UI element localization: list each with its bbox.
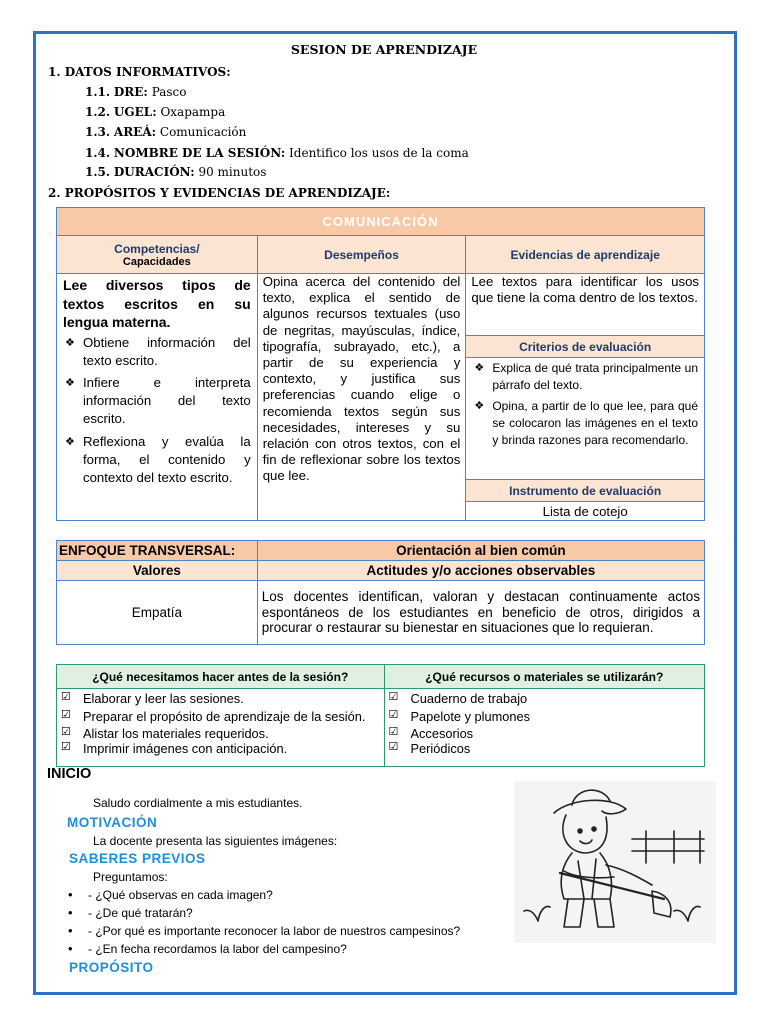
purposes-table [56,207,705,521]
evidencia-cell: Lee textos para identificar los usos que tiene la coma dentro de los textos. [466,274,705,336]
info-value: Pasco [151,85,187,99]
questions-list [62,888,522,960]
list-item: ☑ Periódicos [389,741,699,756]
motivacion-heading: MOTIVACIÓN [67,815,158,830]
transversal-table [56,540,705,645]
proposito-heading: PROPÓSITO [69,960,154,975]
saludo-text: Saludo cordialmente a mis estudiantes. [93,796,303,810]
info-row-session-name [85,146,469,160]
valor-cell: Empatía [57,581,258,645]
document-title: SESION DE APRENDIZAJE [290,42,478,57]
info-num: 1.3. [85,125,111,139]
list-item: ❖ Infiere e interpreta información del texto escrito. [63,374,251,429]
info-row-area [85,125,246,139]
info-value: Comunicación [159,125,247,139]
list-item: • - ¿De qué tratarán? [62,906,522,924]
list-item: ❖ Explica de qué trata principalmente un párrafo del texto. [472,360,698,394]
list-item: • - ¿Qué observas en cada imagen? [62,888,522,906]
criterios-cell [466,358,705,480]
desempenos-header: Desempeños [257,236,466,274]
info-value: 90 minutos [198,165,267,179]
list-item: ☑ Cuaderno de trabajo [389,691,699,706]
info-num: 1.1. [85,85,111,99]
info-num: 1.2. [85,105,111,119]
info-label: DRE: [113,85,148,99]
list-item: ❖ Obtiene información del texto escrito. [63,334,251,370]
info-num: 1.5. [85,165,111,179]
recursos-header: ¿Qué recursos o materiales se utilizarán? [384,665,705,689]
list-item: • - ¿En fecha recordamos la labor del campesino? [62,942,522,960]
illustration-background [514,781,716,943]
instrumento-header: Instrumento de evaluación [466,480,705,502]
competencias-header [57,236,258,274]
recursos-list [385,689,705,756]
preguntamos-text: Preguntamos: [93,870,168,884]
info-row-dre [85,85,186,99]
info-label: UGEL: [113,105,157,119]
section-1-heading: 1. DATOS INFORMATIVOS: [48,65,231,79]
competencias-header-label: Competencias/ [114,241,200,256]
criterios-list [466,358,704,449]
list-item: ☑ Preparar el propósito de aprendizaje de la sesión. [61,709,378,724]
enfoque-value: Orientación al bien común [257,541,704,561]
competencia-text: Lee diversos tipos de textos escritos en su lengua materna. [63,277,251,330]
area-header: COMUNICACIÓN [57,208,705,236]
eye-right [592,827,596,831]
info-num: 1.4. [85,146,111,160]
list-item: • - ¿Por qué es importante reconocer la labor de nuestros campesinos? [62,924,522,942]
info-label: DURACIÓN: [113,165,195,179]
enfoque-label: ENFOQUE TRANSVERSAL: [57,541,258,561]
antes-sesion-cell [57,689,385,767]
info-label: AREÁ: [113,125,157,139]
eye-left [578,829,582,833]
recursos-cell [384,689,705,767]
info-label: NOMBRE DE LA SESIÓN: [113,146,286,160]
evidencias-header: Evidencias de aprendizaje [466,236,705,274]
list-item: ☑ Papelote y plumones [389,709,699,724]
preparation-table [56,664,705,767]
criterios-header: Criterios de evaluación [466,336,705,358]
info-row-ugel [85,105,225,119]
antes-sesion-list [57,689,384,756]
farmer-illustration [514,781,716,943]
info-value: Identifico los usos de la coma [289,146,469,160]
list-item: ☑ Accesorios [389,726,699,741]
antes-sesion-header: ¿Qué necesitamos hacer antes de la sesión? [57,665,385,689]
saberes-previos-heading: SABERES PREVIOS [69,851,206,866]
valores-header: Valores [57,561,258,581]
inicio-heading: INICIO [47,766,92,782]
actitud-cell: Los docentes identifican, valoran y destacan continuamente actos espontáneos de los estudiantes en beneficio de otros, dirigidos a procurar o restaurar su bienestar en situaciones que lo requieran. [257,581,704,645]
list-item: ☑ Elaborar y leer las sesiones. [61,691,378,706]
instrumento-value: Lista de cotejo [466,502,705,521]
desempeno-cell: Opina acerca del contenido del texto, explica el sentido de algunos recursos textuales (uso de negritas, mayúsculas, índice, tipografía, subrayado, etc.), a partir de su experiencia y contexto, y justifica sus preferencias cuando elige o recomienda textos según sus necesidades, intereses y su relación con otros textos, con el fin de reflexionar sobre los textos que lee. [257,274,466,521]
list-item: ☑ Imprimir imágenes con anticipación. [61,741,378,756]
actitudes-header: Actitudes y/o acciones observables [257,561,704,581]
list-item: ❖ Opina, a partir de lo que lee, para qué se colocaron las imágenes en el texto y brinda razones para recomendarlo. [472,398,698,449]
info-value: Oxapampa [160,105,226,119]
info-row-duration [85,165,266,179]
competencias-cell [57,274,258,521]
capacidades-list [57,334,257,488]
list-item: ❖ Reflexiona y evalúa la forma, el contenido y contexto del texto escrito. [63,433,251,488]
capacidades-header-label: Capacidades [122,255,191,268]
motivacion-text: La docente presenta las siguientes imágenes: [93,834,338,848]
list-item: ☑ Alistar los materiales requeridos. [61,726,378,741]
section-2-heading: 2. PROPÓSITOS Y EVIDENCIAS DE APRENDIZAJE: [48,186,391,200]
